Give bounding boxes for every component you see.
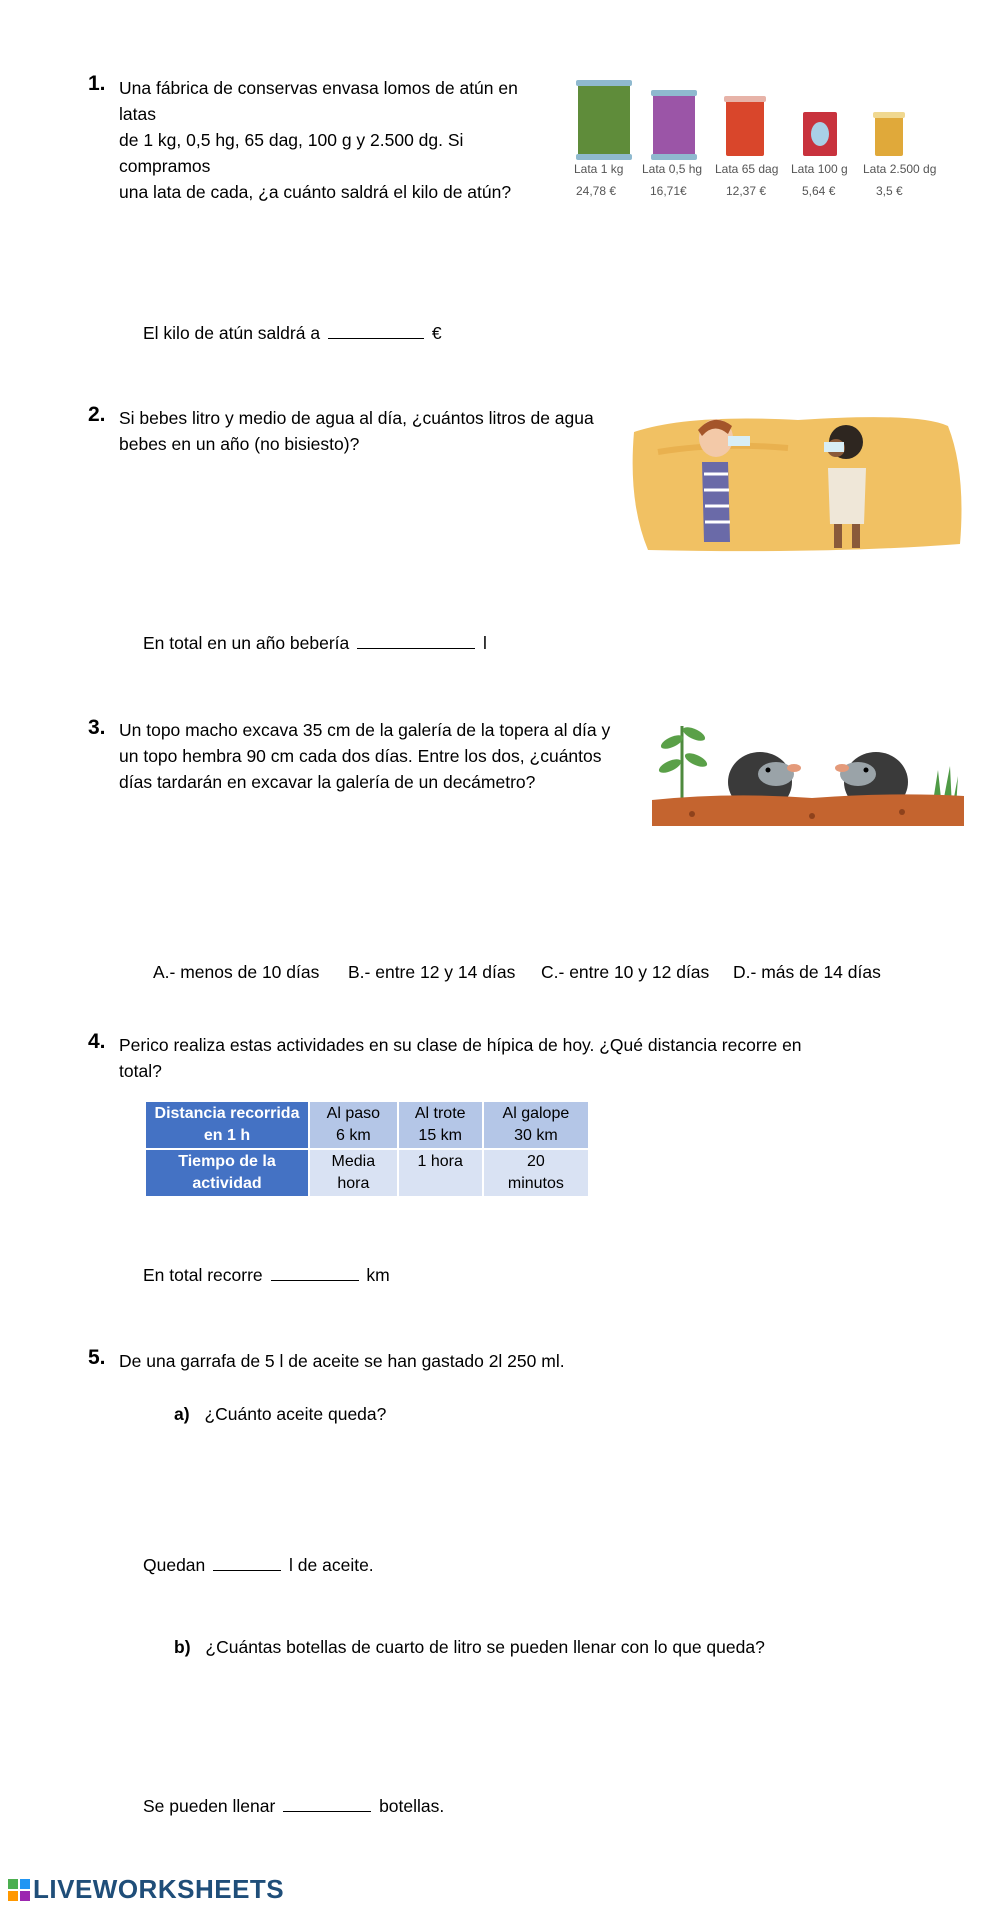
answer-blank[interactable]	[283, 1795, 371, 1812]
table-header-cell: Tiempo de la actividad	[145, 1149, 309, 1197]
question-2-line: Si bebes litro y medio de agua al día, ¿cuántos litros de agua	[119, 408, 594, 428]
can-label: Lata 2.500 dg	[863, 162, 937, 176]
liveworksheets-brand: LIVEWORKSHEETS	[33, 1874, 285, 1904]
question-1-line: Una fábrica de conservas envasa lomos de atún en latas	[119, 78, 518, 124]
question-4-text	[119, 1032, 879, 1084]
table-row	[145, 1149, 589, 1197]
answer-prefix: Se pueden llenar	[143, 1796, 276, 1816]
table-header-cell: Distancia recorrida en 1 h	[145, 1101, 309, 1149]
table-cell: Al trote 15 km	[398, 1101, 483, 1149]
can-1kg	[578, 84, 630, 156]
answer-prefix: En total recorre	[143, 1265, 263, 1285]
question-2-answer	[143, 632, 487, 654]
option-c[interactable]: C.- entre 10 y 12 días	[541, 962, 710, 982]
answer-blank[interactable]	[271, 1264, 359, 1281]
answer-suffix: botellas.	[379, 1796, 445, 1816]
table-cell: 20 minutos	[483, 1149, 589, 1197]
can-05hg	[653, 94, 695, 156]
can-price: 3,5 €	[876, 184, 903, 198]
can-65dag	[726, 100, 764, 156]
can-price: 12,37 €	[726, 184, 767, 198]
question-4-line: Perico realiza estas actividades en su clase de hípica de hoy. ¿Qué distancia recorre en	[119, 1035, 802, 1055]
question-2-text	[119, 405, 629, 457]
can-label: Lata 100 g	[791, 162, 848, 176]
question-3-number: 3.	[88, 716, 106, 739]
can-price: 5,64 €	[802, 184, 836, 198]
question-4-answer	[143, 1264, 390, 1286]
question-4-number: 4.	[88, 1030, 106, 1053]
question-5a-answer	[143, 1554, 374, 1576]
option-a[interactable]: A.- menos de 10 días	[153, 962, 320, 982]
question-5b	[174, 1634, 765, 1660]
question-1-number: 1.	[88, 72, 106, 95]
option-d[interactable]: D.- más de 14 días	[733, 962, 881, 982]
question-5b-text: ¿Cuántas botellas de cuarto de litro se pueden llenar con lo que queda?	[205, 1637, 765, 1657]
question-1-line: de 1 kg, 0,5 hg, 65 dag, 100 g y 2.500 dg. Si compramos	[119, 130, 464, 176]
can-label: Lata 0,5 hg	[642, 162, 703, 176]
answer-suffix: l de aceite.	[289, 1555, 374, 1575]
question-3-line: días tardarán en excavar la galería de un decámetro?	[119, 772, 536, 792]
table-row	[145, 1101, 589, 1149]
tuna-cans-figure	[570, 78, 950, 208]
question-4-line: total?	[119, 1061, 162, 1081]
answer-prefix: El kilo de atún saldrá a	[143, 323, 321, 343]
table-cell: Media hora	[309, 1149, 398, 1197]
can-label: Lata 65 dag	[715, 162, 779, 176]
question-3-line: un topo hembra 90 cm cada dos días. Entre los dos, ¿cuántos	[119, 746, 602, 766]
riding-activities-table	[144, 1100, 590, 1198]
question-5a	[174, 1401, 386, 1427]
answer-suffix: €	[431, 323, 442, 343]
question-1-line: una lata de cada, ¿a cuánto saldrá el kilo de atún?	[119, 182, 512, 202]
question-3-text	[119, 717, 649, 795]
question-5b-answer	[143, 1795, 444, 1817]
can-price: 24,78 €	[576, 184, 617, 198]
table-cell: Al galope 30 km	[483, 1101, 589, 1149]
liveworksheets-logo[interactable]	[8, 1874, 284, 1905]
answer-blank[interactable]	[213, 1554, 281, 1571]
question-5a-label: a)	[174, 1404, 190, 1424]
moles-illustration	[652, 716, 964, 826]
kids-drinking-water-illustration	[628, 412, 968, 558]
answer-blank[interactable]	[357, 632, 475, 649]
can-2500dg	[875, 116, 903, 156]
answer-suffix: km	[366, 1265, 390, 1285]
question-1-answer	[143, 322, 442, 344]
liveworksheets-logo-icon	[8, 1879, 30, 1901]
question-1-text	[119, 75, 559, 205]
question-5-number: 5.	[88, 1346, 106, 1369]
can-label: Lata 1 kg	[574, 162, 624, 176]
question-2-number: 2.	[88, 403, 106, 426]
can-price: 16,71€	[650, 184, 687, 198]
question-5a-text: ¿Cuánto aceite queda?	[204, 1404, 387, 1424]
answer-blank[interactable]	[328, 322, 424, 339]
question-5b-label: b)	[174, 1637, 191, 1657]
table-cell: 1 hora	[398, 1149, 483, 1197]
option-b[interactable]: B.- entre 12 y 14 días	[348, 962, 516, 982]
question-5-text: De una garrafa de 5 l de aceite se han gastado 2l 250 ml.	[119, 1351, 565, 1371]
answer-prefix: Quedan	[143, 1555, 206, 1575]
question-3-line: Un topo macho excava 35 cm de la galería de la topera al día y	[119, 720, 611, 740]
question-2-line: bebes en un año (no bisiesto)?	[119, 434, 360, 454]
answer-prefix: En total en un año bebería	[143, 633, 350, 653]
table-cell: Al paso 6 km	[309, 1101, 398, 1149]
answer-suffix: l	[483, 633, 487, 653]
can-100g	[803, 112, 837, 156]
